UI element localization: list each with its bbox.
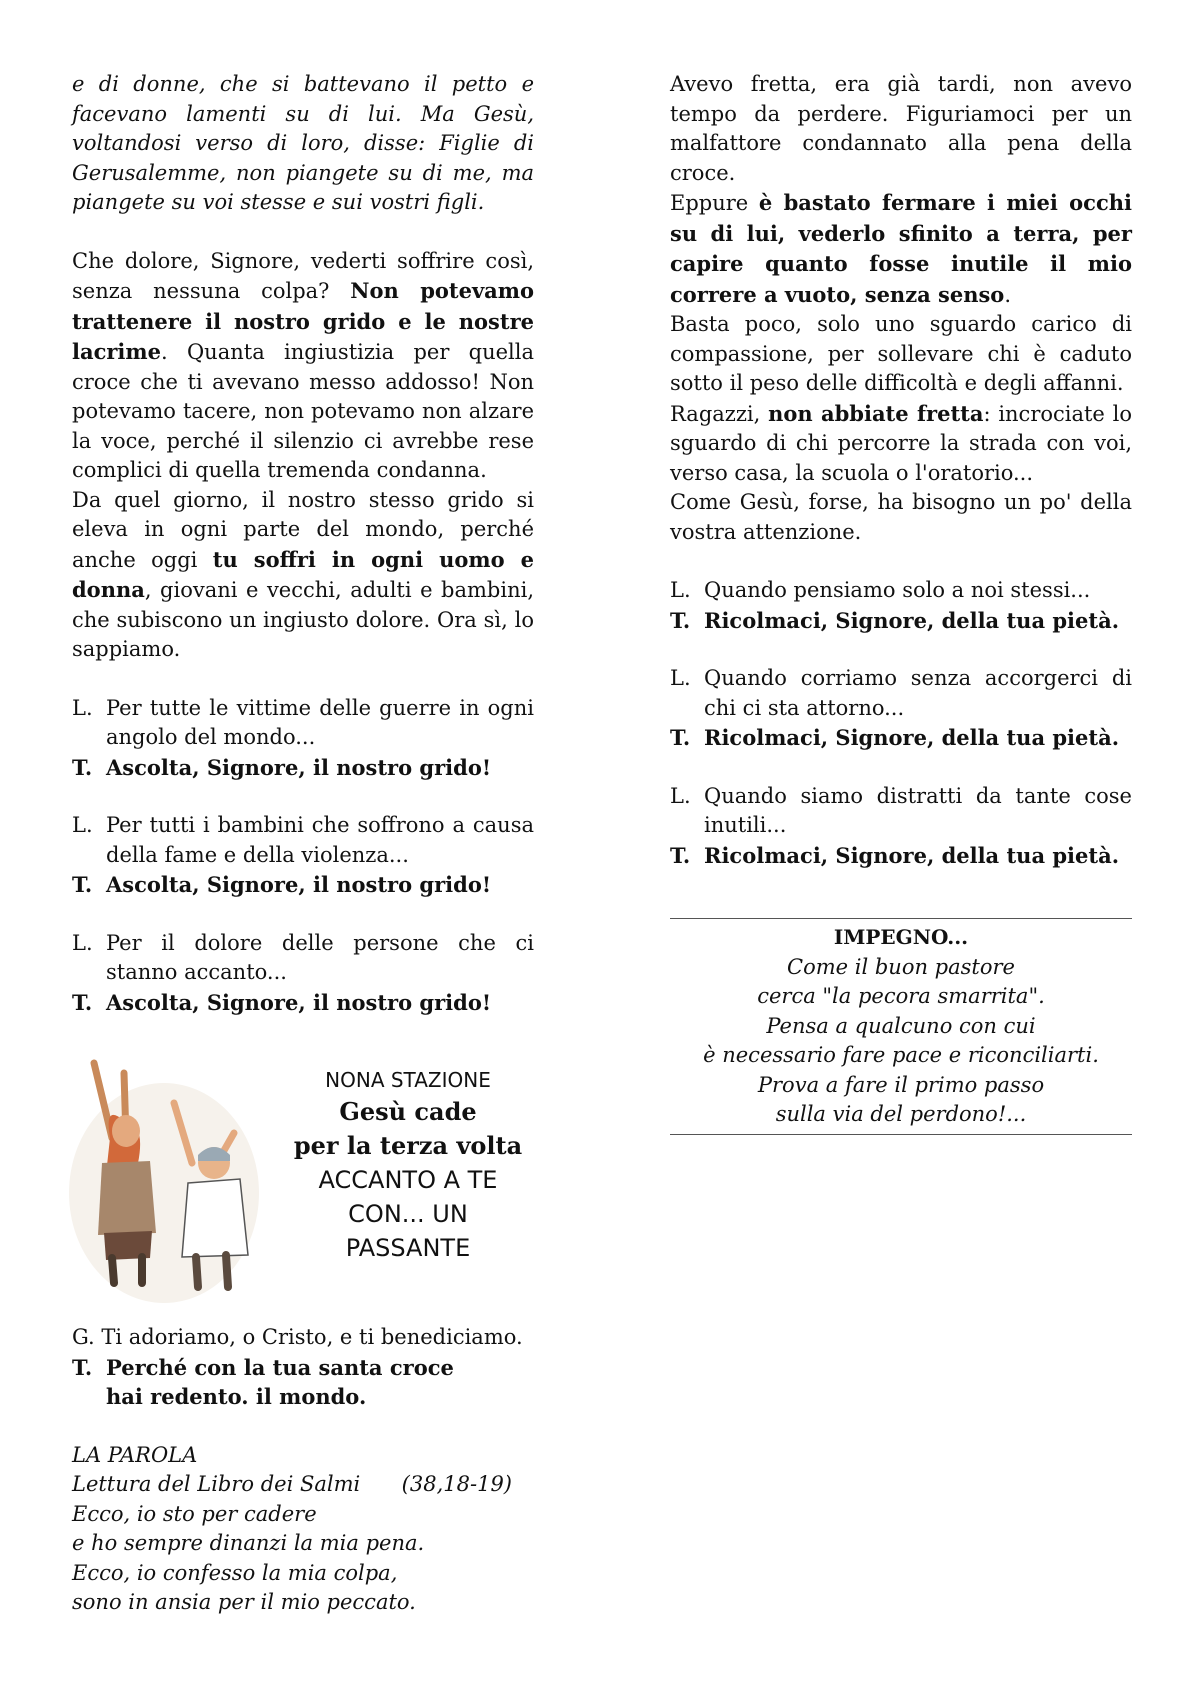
impegno-line: Pensa a qualcuno con cui [766,1013,1036,1038]
leader-letter: L. [72,695,93,720]
reflection-paragraph [72,486,534,665]
response-text: Ricolmaci, Signore, della tua pietà. [704,842,1120,868]
gospel-text [72,70,534,218]
gospel-line: piangete su voi stesse e sui vostri figli. [72,190,485,214]
leader-letter: L. [670,783,691,808]
psalm-line: Ecco, io sto per cadere [72,1501,317,1526]
adoration-response: hai redento. il mondo. [106,1384,367,1409]
gospel-line: voltandosi verso di loro, disse: Figlie di [72,131,534,155]
response-letter: T. [670,725,691,750]
impegno-line: è necessario fare pace e riconciliarti. [703,1043,1099,1067]
response-text: Ascolta, Signore, il nostro grido! [106,872,492,897]
meditation-emphasis: è bastato fermare i miei occhi su di lui, vederlo sfinito a terra, per capire quanto fosse inutile il mio correre a vuoto, senza senso [670,190,1132,307]
parola-section [72,1441,534,1618]
impegno-box [670,918,1132,1135]
reflection-text: Da quel giorno, il nostro stesso grido si eleva in ogni parte del mondo, perché anche oggi [72,487,534,572]
reflection-text: . Quanta ingiustizia per quella croce che ti avevano messo addosso! Non potevamo tacere, non potevamo non alzare la voce, perché il silenzio ci avrebbe rese complici di quella tremenda condanna. [72,340,534,482]
adoration-response: Perché con la tua santa croce [106,1354,454,1380]
litany-item [72,694,534,783]
station-number: NONA STAZIONE [325,1068,491,1092]
parola-source: Lettura del Libro dei Salmi [72,1472,361,1496]
response-text: Ricolmaci, Signore, della tua pietà. [704,607,1120,633]
litany-item [72,811,534,900]
leader-text: Per il dolore delle persone che ci stanno accanto... [106,930,534,984]
meditation-text: Eppure [670,191,759,215]
response-letter: T. [72,754,93,780]
response-text: Ascolta, Signore, il nostro grido! [106,754,492,780]
litany-item [670,664,1132,753]
reflection-emphasis: tu soffri in ogni uomo e donna [72,546,534,602]
meditation-paragraph: Basta poco, solo uno sguardo carico di compassione, per sollevare chi è caduto sotto il peso delle difficoltà e degli affanni. [670,312,1132,395]
gospel-line: e di donne, che si battevano il petto e [72,72,534,96]
leader-text: Quando siamo distratti da tante cose inutili... [704,783,1132,837]
station-header [72,1043,534,1323]
litany-item [72,929,534,1018]
impegno-title: IMPEGNO... [833,925,969,949]
impegno-line: cerca "la pecora smarrita". [757,984,1045,1008]
reflection-emphasis: Non potevamo trattenere il nostro grido e le nostre lacrime [72,278,534,364]
station-subtitle-line: ACCANTO A TE [318,1166,498,1194]
meditation-text: Ragazzi, [670,401,769,426]
reflection-paragraph [72,247,534,486]
meditation-emphasis: non abbiate fretta [768,400,984,426]
response-letter: T. [670,607,691,633]
station-title-line: Gesù cade [339,1097,477,1126]
litany-item [670,782,1132,871]
gospel-line: Gerusalemme, non piangete su di me, ma [72,160,534,185]
response-text: Ascolta, Signore, il nostro grido! [106,989,492,1015]
left-column [72,70,534,1618]
right-column [670,70,1132,1135]
station-subtitle-line: CON... UN [348,1200,468,1228]
adoration [72,1323,534,1412]
station-subtitle-line: PASSANTE [345,1234,471,1262]
psalm-line: sono in ansia per il mio peccato. [72,1590,416,1614]
gospel-line: facevano lamenti su di lui. Ma Gesù, [72,101,534,126]
psalm-line: e ho sempre dinanzi la mia pena. [72,1531,425,1555]
meditation-paragraph: Avevo fretta, era già tardi, non avevo tempo da perdere. Figuriamoci per un malfattore condannato alla pena della croce. [670,72,1132,185]
impegno-line: sulla via del perdono!... [775,1102,1027,1126]
litany-item [670,576,1132,635]
meditation-paragraph [670,399,1132,489]
adoration-leader: G. Ti adoriamo, o Cristo, e ti benediciamo. [72,1325,523,1349]
reflection-text: , giovani e vecchi, adulti e bambini, che subiscono un ingiusto dolore. Ora sì, lo sappiamo. [72,578,534,661]
meditation-paragraph [670,188,1132,310]
leader-text: Per tutti i bambini che soffrono a causa della fame e della violenza... [106,813,534,867]
leader-text: Quando corriamo senza accorgerci di chi ci sta attorno... [704,666,1132,720]
station-title-line: per la terza volta [293,1131,523,1160]
meditation-text: . [1004,282,1012,307]
parola-heading: LA PAROLA [72,1442,198,1467]
response-letter: T. [72,872,93,897]
impegno-line: Prova a fare il primo passo [757,1072,1045,1097]
psalm-line: Ecco, io confesso la mia colpa, [72,1560,398,1585]
station-heading [282,1065,534,1265]
leader-text: Quando pensiamo solo a noi stessi... [704,578,1091,602]
leader-text: Per tutte le vittime delle guerre in ogni angolo del mondo... [106,695,534,749]
children-illustration [64,1043,264,1305]
response-letter: T. [72,1354,93,1380]
meditation-text: : incrociate lo sguardo di chi percorre la strada con voi, verso casa, la scuola o l'oratorio... [670,401,1132,485]
reflection-text: Che dolore, Signore, vederti soffrire così, senza nessuna colpa? [72,248,534,303]
parola-reference: (38,18-19) [401,1472,512,1496]
response-text: Ricolmaci, Signore, della tua pietà. [704,725,1120,750]
leader-letter: L. [72,813,93,837]
leader-letter: L. [72,930,93,955]
impegno-line: Come il buon pastore [787,954,1015,979]
meditation-paragraph: Come Gesù, forse, ha bisogno un po' della vostra attenzione. [670,490,1132,544]
response-letter: T. [670,842,691,868]
leader-letter: L. [670,666,691,690]
response-letter: T. [72,989,93,1015]
leader-letter: L. [670,578,691,602]
